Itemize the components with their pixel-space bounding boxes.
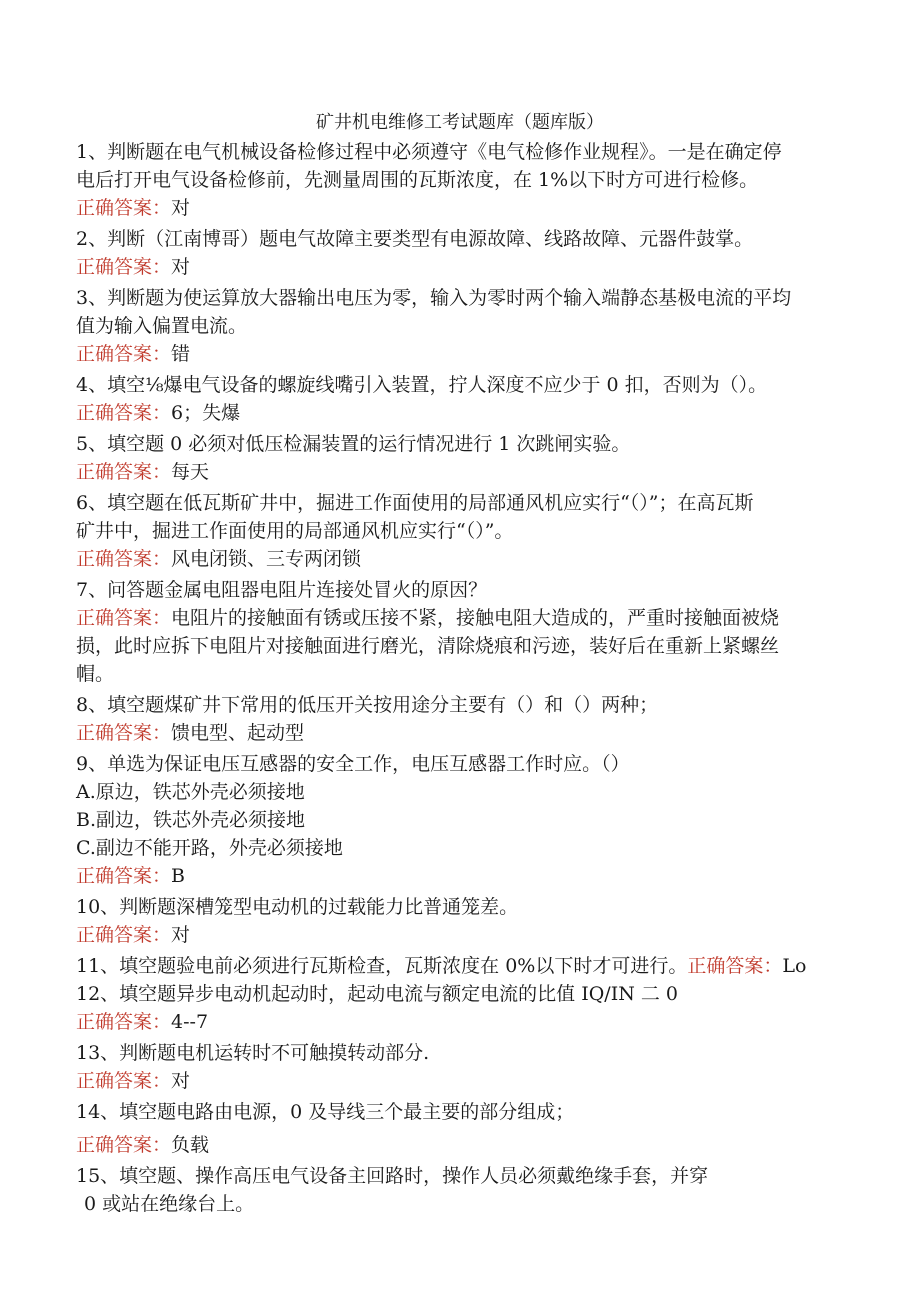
answer-label: 正确答案： xyxy=(76,722,172,744)
question-text: 13、判断题电机运转时不可触摸转动部分. xyxy=(76,1042,430,1064)
question-text xyxy=(76,952,836,980)
question-6 xyxy=(76,489,836,573)
question-3 xyxy=(76,284,836,368)
option-c: C.副边不能开路，外壳必须接地 xyxy=(76,837,343,859)
question-9 xyxy=(76,750,836,890)
question-list xyxy=(76,138,836,1218)
question-text: 2、判断（江南博哥）题电气故障主要类型有电源故障、线路故障、元器件鼓掌。 xyxy=(76,228,754,250)
question-text: 6、填空题在低瓦斯矿井中，掘进工作面使用的局部通风机应实行“（）”；在高瓦斯 xyxy=(76,492,754,514)
question-4 xyxy=(76,371,836,427)
answer-label: 正确答案： xyxy=(76,548,172,570)
answer-row xyxy=(76,253,836,281)
answer-row xyxy=(76,340,836,368)
answer-row xyxy=(76,921,836,949)
answer-value: 错 xyxy=(171,343,191,365)
question-12 xyxy=(76,980,836,1036)
answer-value: 对 xyxy=(171,256,191,278)
question-text: 值为输入偏置电流。 xyxy=(76,315,248,337)
question-inline-text: 11、填空题验电前必须进行瓦斯检查，瓦斯浓度在 0%以下时才可进行。 xyxy=(76,955,688,977)
answer-row xyxy=(76,604,836,632)
question-text: 4、填空⅛爆电气设备的螺旋线嘴引入装置，拧人深度不应少于 0 扣，否则为（）。 xyxy=(76,374,768,396)
answer-value: 6；失爆 xyxy=(171,402,241,424)
answer-value: B xyxy=(171,865,185,887)
question-text: 7、问答题金属电阻器电阻片连接处冒火的原因？ xyxy=(76,579,488,601)
answer-value: 4--7 xyxy=(171,1011,209,1033)
answer-row xyxy=(76,194,836,222)
answer-row xyxy=(76,458,836,486)
answer-value: 风电闭锁、三专两闭锁 xyxy=(171,548,362,570)
answer-row xyxy=(76,545,836,573)
question-14 xyxy=(76,1098,836,1159)
question-7 xyxy=(76,576,836,688)
question-text: 0 或站在绝缘台上。 xyxy=(84,1193,255,1215)
answer-value: 负载 xyxy=(171,1134,210,1156)
option-a: A.原边，铁芯外壳必须接地 xyxy=(76,781,305,803)
answer-row xyxy=(76,862,836,890)
question-text: 电后打开电气设备检修前，先测量周围的瓦斯浓度，在 1%以下时方可进行检修。 xyxy=(76,169,759,191)
answer-label: 正确答案： xyxy=(687,955,783,977)
question-text: 10、判断题深槽笼型电动机的过载能力比普通笼差。 xyxy=(76,896,519,918)
question-text: 9、单选为保证电压互感器的安全工作，电压互感器工作时应。（） xyxy=(76,753,630,775)
question-text: 15、填空题、操作高压电气设备主回路时，操作人员必须戴绝缘手套，并穿 xyxy=(76,1165,709,1187)
option-b: B.副边，铁芯外壳必须接地 xyxy=(76,809,306,831)
answer-label: 正确答案： xyxy=(76,256,172,278)
answer-value: 对 xyxy=(171,924,191,946)
question-text: 8、填空题煤矿井下常用的低压开关按用途分主要有（）和（）两种； xyxy=(76,694,659,716)
answer-label: 正确答案： xyxy=(76,1011,172,1033)
answer-value: 每天 xyxy=(171,461,210,483)
answer-row xyxy=(76,399,836,427)
answer-continuation: 帽。 xyxy=(76,663,115,685)
question-text: 3、判断题为使运算放大器输出电压为零，输入为零时两个输入端静态基极电流的平均 xyxy=(76,287,792,309)
question-10 xyxy=(76,893,836,949)
question-13 xyxy=(76,1039,836,1095)
answer-value: 馈电型、起动型 xyxy=(171,722,305,744)
question-5 xyxy=(76,430,836,486)
answer-label: 正确答案： xyxy=(76,607,172,629)
answer-label: 正确答案： xyxy=(76,1070,172,1092)
question-11 xyxy=(76,952,836,980)
document-title: 矿井机电维修工考试题库（题库版） xyxy=(316,112,604,133)
answer-label: 正确答案： xyxy=(76,197,172,219)
answer-value: 电阻片的接触面有锈或压接不紧，接触电阻大造成的，严重时接触面被烧 xyxy=(171,607,780,629)
question-text: 12、填空题异步电动机起动时，起动电流与额定电流的比值 IQ/IN 二 0 xyxy=(76,983,678,1005)
answer-row xyxy=(76,1008,836,1036)
question-text: 1、判断题在电气机械设备检修过程中必须遵守《电气检修作业规程》。一是在确定停 xyxy=(76,141,782,163)
answer-row xyxy=(76,1067,836,1095)
answer-row xyxy=(76,1131,836,1159)
answer-label: 正确答案： xyxy=(76,343,172,365)
answer-value: Lo xyxy=(782,955,807,977)
answer-label: 正确答案： xyxy=(76,924,172,946)
question-8 xyxy=(76,691,836,747)
answer-value: 对 xyxy=(171,197,191,219)
answer-label: 正确答案： xyxy=(76,461,172,483)
answer-label: 正确答案： xyxy=(76,1134,172,1156)
answer-label: 正确答案： xyxy=(76,402,172,424)
question-1 xyxy=(76,138,836,222)
answer-continuation: 损，此时应拆下电阻片对接触面进行磨光，清除烧痕和污迹，装好后在重新上紧螺丝 xyxy=(76,635,780,657)
question-2 xyxy=(76,225,836,281)
answer-row xyxy=(76,719,836,747)
question-text: 14、填空题电路由电源，0 及导线三个最主要的部分组成； xyxy=(76,1101,575,1123)
question-text: 矿井中，掘进工作面使用的局部通风机应实行“（）”。 xyxy=(76,520,514,542)
question-15 xyxy=(76,1162,836,1218)
answer-label: 正确答案： xyxy=(76,865,172,887)
question-text: 5、填空题 0 必须对低压检漏装置的运行情况进行 1 次跳闸实验。 xyxy=(76,433,631,455)
answer-value: 对 xyxy=(171,1070,191,1092)
